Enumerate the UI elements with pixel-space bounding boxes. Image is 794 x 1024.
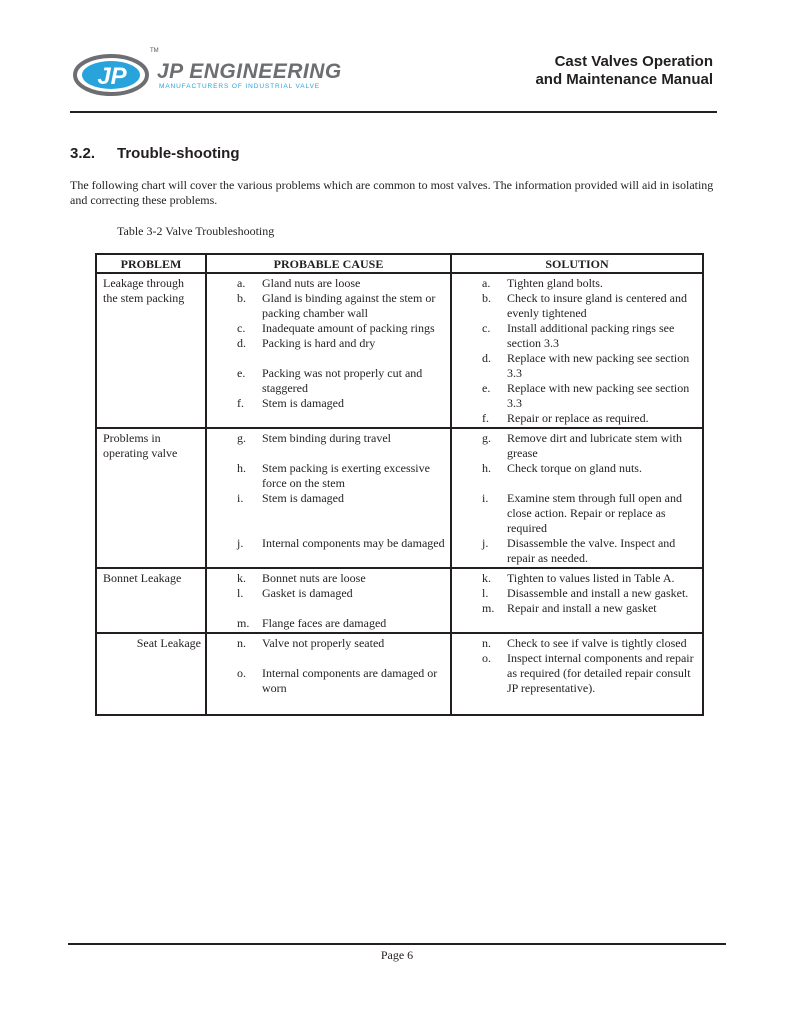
company-name: JP ENGINEERING bbox=[157, 60, 342, 83]
cause-item bbox=[213, 616, 446, 631]
item-text: Tighten gland bolts. bbox=[507, 276, 603, 290]
section-title: Trouble-shooting bbox=[117, 145, 240, 162]
item-letter: a. bbox=[482, 276, 491, 290]
cause-item bbox=[213, 291, 446, 321]
solution-item bbox=[458, 321, 698, 351]
problem-cell: Bonnet Leakage bbox=[96, 568, 206, 633]
cause-item bbox=[213, 536, 446, 551]
item-letter: j. bbox=[237, 536, 244, 550]
item-letter: l. bbox=[482, 586, 489, 600]
item-text: Remove dirt and lubricate stem with grease bbox=[507, 431, 682, 460]
item-text: Stem packing is exerting excessive force on the stem bbox=[262, 461, 430, 490]
page-number: Page 6 bbox=[380, 948, 414, 962]
footer-divider bbox=[68, 943, 726, 945]
item-letter: c. bbox=[237, 321, 246, 335]
item-letter: i. bbox=[237, 491, 244, 505]
item-letter: o. bbox=[482, 651, 491, 665]
solution-item bbox=[458, 411, 698, 426]
solution-item bbox=[458, 351, 698, 381]
item-letter: f. bbox=[237, 396, 244, 410]
document-title bbox=[535, 53, 713, 89]
item-text: Repair and install a new gasket bbox=[507, 601, 657, 615]
item-letter: k. bbox=[237, 571, 246, 585]
item-text: Stem is damaged bbox=[262, 396, 344, 410]
solution-cell bbox=[451, 428, 703, 568]
item-letter: c. bbox=[482, 321, 491, 335]
item-letter: l. bbox=[237, 586, 244, 600]
solution-cell bbox=[451, 568, 703, 633]
item-text: Examine stem through full open and close action. Repair or replace as required bbox=[507, 491, 682, 535]
item-letter: f. bbox=[482, 411, 489, 425]
cause-item bbox=[213, 636, 446, 651]
solution-item bbox=[458, 491, 698, 536]
item-text: Gland nuts are loose bbox=[262, 276, 361, 290]
cause-item bbox=[213, 461, 446, 491]
problem-cell: Problems in operating valve bbox=[96, 428, 206, 568]
trademark-mark: TM bbox=[150, 48, 159, 54]
item-letter: g. bbox=[482, 431, 491, 445]
item-letter: a. bbox=[237, 276, 246, 290]
item-letter: n. bbox=[237, 636, 246, 650]
solution-item bbox=[458, 291, 698, 321]
item-text: Tighten to values listed in Table A. bbox=[507, 571, 675, 585]
solution-item bbox=[458, 536, 698, 566]
item-text: Valve not properly seated bbox=[262, 636, 385, 650]
item-text: Inspect internal components and repair as required (for detailed repair consult JP representative). bbox=[507, 651, 694, 695]
cause-item bbox=[213, 491, 446, 506]
item-text: Replace with new packing see section 3.3 bbox=[507, 351, 690, 380]
item-text: Gasket is damaged bbox=[262, 586, 353, 600]
table-caption: Table 3-2 Valve Troubleshooting bbox=[117, 224, 275, 238]
table-row bbox=[96, 633, 703, 715]
solution-item bbox=[458, 571, 698, 586]
item-text: Check to see if valve is tightly closed bbox=[507, 636, 687, 650]
problem-cell: Seat Leakage bbox=[96, 633, 206, 715]
section-number: 3.2. bbox=[70, 145, 96, 162]
item-text: Packing is hard and dry bbox=[262, 336, 376, 350]
intro-paragraph: The following chart will cover the various problems which are common to most valves. The information provided will aid in isolating and correcting these problems. bbox=[70, 178, 714, 207]
column-header-cause: PROBABLE CAUSE bbox=[206, 254, 451, 273]
cause-cell bbox=[206, 428, 451, 568]
table-row bbox=[96, 568, 703, 633]
item-letter: b. bbox=[237, 291, 246, 305]
problem-cell: Leakage through the stem packing bbox=[96, 273, 206, 428]
item-text: Bonnet nuts are loose bbox=[262, 571, 366, 585]
solution-item bbox=[458, 601, 698, 616]
item-letter: d. bbox=[482, 351, 491, 365]
item-text: Internal components may be damaged bbox=[262, 536, 445, 550]
item-letter: k. bbox=[482, 571, 491, 585]
item-text: Disassemble and install a new gasket. bbox=[507, 586, 689, 600]
item-letter: o. bbox=[237, 666, 246, 680]
cause-item bbox=[213, 666, 446, 696]
document-title-line-2: and Maintenance Manual bbox=[535, 71, 713, 88]
item-letter: h. bbox=[482, 461, 491, 475]
cause-cell bbox=[206, 568, 451, 633]
item-letter: j. bbox=[482, 536, 489, 550]
cause-item bbox=[213, 396, 446, 411]
item-letter: m. bbox=[482, 601, 495, 615]
item-text: Check torque on gland nuts. bbox=[507, 461, 642, 475]
table-row bbox=[96, 273, 703, 428]
column-header-solution: SOLUTION bbox=[451, 254, 703, 273]
item-letter: h. bbox=[237, 461, 246, 475]
cause-cell bbox=[206, 633, 451, 715]
cause-item bbox=[213, 336, 446, 351]
item-text: Flange faces are damaged bbox=[262, 616, 387, 630]
item-letter: e. bbox=[237, 366, 246, 380]
solution-cell bbox=[451, 633, 703, 715]
solution-item bbox=[458, 431, 698, 461]
cause-item bbox=[213, 276, 446, 291]
item-text: Gland is binding against the stem or packing chamber wall bbox=[262, 291, 436, 320]
cause-item bbox=[213, 571, 446, 586]
document-title-line-1: Cast Valves Operation bbox=[554, 53, 713, 70]
cause-item bbox=[213, 431, 446, 446]
company-tagline: MANUFACTURERS OF INDUSTRIAL VALVE bbox=[159, 83, 321, 90]
cause-cell bbox=[206, 273, 451, 428]
column-header-problem: PROBLEM bbox=[96, 254, 206, 273]
solution-item bbox=[458, 586, 698, 601]
table-header-row bbox=[96, 254, 703, 273]
item-text: Internal components are damaged or worn bbox=[262, 666, 438, 695]
solution-cell bbox=[451, 273, 703, 428]
section-heading bbox=[70, 145, 239, 162]
item-text: Install additional packing rings see section 3.3 bbox=[507, 321, 675, 350]
item-text: Packing was not properly cut and staggered bbox=[262, 366, 423, 395]
item-letter: m. bbox=[237, 616, 250, 630]
header-divider bbox=[70, 111, 717, 113]
item-text: Inadequate amount of packing rings bbox=[262, 321, 435, 335]
item-text: Repair or replace as required. bbox=[507, 411, 649, 425]
cause-item bbox=[213, 366, 446, 396]
solution-item bbox=[458, 276, 698, 291]
jp-logo-icon bbox=[73, 52, 153, 98]
cause-item bbox=[213, 586, 446, 601]
company-logo bbox=[73, 50, 343, 100]
item-letter: g. bbox=[237, 431, 246, 445]
item-text: Replace with new packing see section 3.3 bbox=[507, 381, 690, 410]
troubleshooting-table bbox=[95, 253, 704, 716]
item-text: Check to insure gland is centered and evenly tightened bbox=[507, 291, 687, 320]
cause-item bbox=[213, 321, 446, 336]
item-letter: n. bbox=[482, 636, 491, 650]
solution-item bbox=[458, 381, 698, 411]
solution-item bbox=[458, 651, 698, 696]
item-letter: e. bbox=[482, 381, 491, 395]
item-text: Stem binding during travel bbox=[262, 431, 391, 445]
item-letter: b. bbox=[482, 291, 491, 305]
logo-monogram: JP bbox=[97, 63, 127, 90]
item-letter: i. bbox=[482, 491, 489, 505]
item-text: Stem is damaged bbox=[262, 491, 344, 505]
table-row bbox=[96, 428, 703, 568]
item-text: Disassemble the valve. Inspect and repair as needed. bbox=[507, 536, 676, 565]
item-letter: d. bbox=[237, 336, 246, 350]
solution-item bbox=[458, 636, 698, 651]
solution-item bbox=[458, 461, 698, 476]
